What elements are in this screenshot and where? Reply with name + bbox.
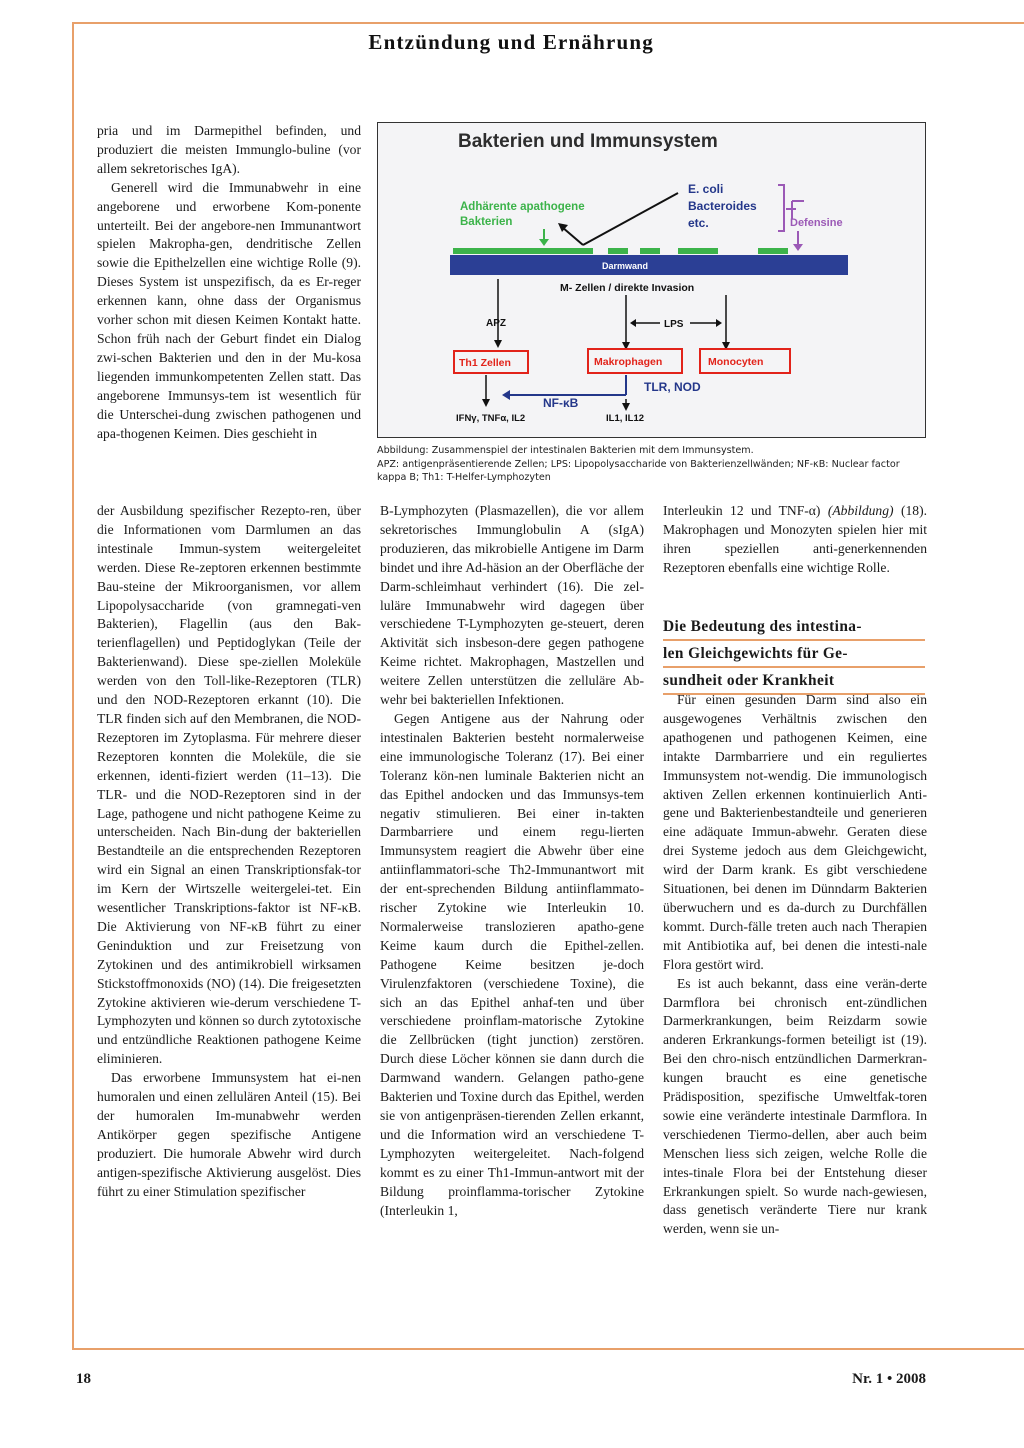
paragraph: Das erworbene Immunsystem hat ei-nen humoralen und einen zellulären Anteil (15). Bei der humoralen Im-munabwehr werden Antikörper gegen spezifische Antigene produziert. Die humorale Abwehr wird durch antigen-spezifische Aktivierung ausgelöst. Dies führt zu einer Stimulation spezifischer — [97, 1070, 361, 1199]
arrowhead — [482, 399, 490, 407]
paragraph: Es ist auch bekannt, dass eine verän-derte Darmflora bei chronisch ent-zündlichen Darmerkrankungen, beim Reizdarm sowie anderen Erkrankungs-formen beteiligt ist (19). Bei den chro-nisch entzündlichen Darmerkran-kungen braucht es eine genetische Prädisposition, spezifische Umweltfak-toren sowie eine veränderte intestinale Darmflora. In verschiedenen Tiermo-dellen, aber auch beim Menschen liess sich zeigen, welche Rolle die intes-tinale Flora bei der Entstehung dieser Erkrankungen spielt. So wurde nach-gewiesen, dass genetisch veränderte Tiere nur krank werden, wenn sie un- — [663, 975, 927, 1237]
label-adherent: Adhärente apathogene — [460, 201, 585, 213]
label-monocyten: Monocyten — [708, 356, 764, 368]
arrow-ecoli-tail — [562, 227, 583, 245]
green-arrowhead — [539, 239, 549, 246]
paragraph-text: (18). Makrophagen und Monozyten spielen hier mit ihren speziellen anti-generkennenden Rezeptoren ebenfalls eine wichtige Rolle. — [663, 503, 927, 575]
paragraph: der Ausbildung spezifischer Rezepto-ren, über die Informationen vom Darmlumen an das intestinale Immun-system weitergeleitet werden. Diese Re-zeptoren erkennen bestimmte Bau-steine der Mikroorganismen, vor allem Lipopolysaccharide (von gramnegati-ven Bakterien), Flagellin (aus den Bak-terienflagellen) und Peptidoglykan (Teile der Bakterienwand). Diese spe-ziellen Moleküle werden von den Toll-like-Rezeptoren (TLR) und den NOD-Rezeptoren erkannt (10). Die TLR finden sich auf den Membranen, die NOD-Rezeptoren im Zytoplasma. Für mehrere dieser Rezeptoren konnten die Moleküle, die sie erkennen, identi-fiziert werden (11–13). Die TLR- und die NOD-Rezeptoren sind in der Lage, pathogene und nicht pathogene Keime zu unterscheiden. Nach Bin-dung der bakteriellen Bestandteile an die entsprechenden Rezeptoren wird ein Signal an einen Transkriptionsfak-tor im Kern der Wirtszelle weitergelei-tet. Ein wesentlicher Transkriptions-faktor ist NF-κB. Die Aktivierung von NF-κB führt zu einer Geninduktion und zur Freisetzung von Zytokinen und des antimikrobiell wirksamen Stickstoffmonoxids (NO) (14). Die freigesetzten Zytokine aktivieren wie-derum verschiedene T-Lymphozyten und können so durch zytotoxische und entzündliche Reaktionen pathogene Keime eliminieren. — [97, 503, 361, 1067]
figure-reference: (Abbildung) — [827, 503, 894, 518]
defensine-bracket — [778, 185, 784, 231]
page-number: 18 — [76, 1371, 91, 1387]
arrowhead — [622, 403, 630, 411]
darmwand-bar — [450, 255, 848, 275]
label-apz: APZ — [486, 318, 506, 329]
paragraph: B-Lymphozyten (Plasmazellen), die vor allem sekretorisches Immunglobulin A (sIgA) produzieren, das mikrobielle Antigene im Darm bindet und ihre Ad-häsion an der Oberfläche der Darm-schleimhaut verhindert (16). Die zel-luläre Immunabwehr wird dagegen über verschiedene T-Lymphozyten ge-steuert, deren Aktivität sich insbeson-dere gegen pathogene Keime richtet. Makrophagen, Mastzellen und weitere Zellen unterstützen die zelluläre Ab-wehr bei bakteriellen Infektionen. — [380, 503, 644, 708]
section-heading — [663, 614, 925, 695]
arrowhead — [494, 340, 502, 348]
arrowhead — [630, 319, 636, 327]
figure-bakterien-immunsystem — [377, 122, 926, 438]
diagram — [378, 123, 925, 437]
caption-line: Abbildung: Zusammenspiel der intestinalen Bakterien mit dem Immunsystem. — [377, 445, 754, 456]
label-tlr-nod: TLR, NOD — [644, 380, 701, 394]
issue-label: Nr. 1 • 2008 — [852, 1371, 926, 1387]
label-ecoli: E. coli — [688, 182, 724, 196]
label-ifn: IFNγ, TNFα, IL2 — [456, 413, 526, 424]
paragraph — [663, 502, 927, 578]
running-head: Entzündung und Ernährung — [368, 30, 654, 54]
paragraph-text: Interleukin 12 und TNF-α) — [663, 503, 828, 518]
heading-line: sundheit oder Krankheit — [663, 668, 925, 695]
bacteria-bar — [758, 248, 788, 254]
figure-caption — [377, 444, 929, 485]
bacteria-bar — [453, 248, 593, 254]
label-il: IL1, IL12 — [606, 413, 645, 424]
defensine-arrowhead — [793, 244, 803, 251]
caption-line: APZ: antigenpräsentierende Zellen; LPS: Lipopolysaccharide von Bakterienzellwänden; NF-κB: Nuclear factor kappa B; Th1: T-Helfer-Lymphozyten — [377, 458, 900, 484]
arrowhead — [716, 319, 722, 327]
label-defensine: Defensine — [790, 217, 843, 229]
label-th1: Th1 Zellen — [459, 357, 511, 369]
arrow-ecoli — [583, 193, 678, 245]
label-bakterien: Bakterien — [460, 216, 513, 228]
column-1-top — [97, 122, 361, 443]
label-nfkb: NF-κB — [543, 396, 579, 410]
label-lps: LPS — [664, 319, 684, 330]
column-1-bottom — [97, 502, 361, 1202]
label-etc: etc. — [688, 216, 709, 230]
heading-line: len Gleichgewichts für Ge- — [663, 641, 925, 668]
figure-title: Bakterien und Immunsystem — [458, 131, 718, 152]
paragraph: Gegen Antigene aus der Nahrung oder intestinalen Bakterien besteht normalerweise eine immunologische Toleranz (17). Bei einer Toleranz kön-nen luminale Bakterien nicht an das Epithel andocken und das Immunsys-tem negativ stimulieren. Bei einer in-takten Darmbarriere und einem regu-lierten Immunsystem reagiert die Abwehr über eine antiinflammatori-sche Th2-Immunantwort mit der ent-sprechenden Bildung antiinflammato-rischer Zytokine wie Interleukin 10. Normalerweise translozieren apatho-gene Keime kaum durch die Epithel-zellen. Pathogene Keime besitzen je-doch Virulenzfaktoren (verschiedene Toxine), die sich an das Epithel anhaf-ten und über verschiedene proinflam-matorische Zytokine die Zellbrücken (tight junction) zerstören. Durch diese Löcher können sie dann durch die Darmwand wandern. Gelangen patho-gene Bakterien und Toxine durch das Epithel, werden sie von antigenpräsen-tierenden Zellen erkannt, und die Information wird an verschiedene T-Lymphozyten weitergeleitet. Nach-folgend kommt es zu einer Th1-Immun-antwort mit der Bildung proinflamma-torischer Zytokine (Interleukin 1, — [380, 710, 644, 1218]
paragraph: Für einen gesunden Darm sind also ein ausgewogenes Verhältnis zwischen den apathogenen und pathogenen Keimen, eine intakte Darmbarriere und ein reguliertes Immunsystem not-wendig. Die immunologisch aktiven Zellen erkennen kontinuierlich Anti-gene und Bakterienbestandteile und generieren eine adäquate Immun-abwehr. Geraten diese drei Systeme jedoch aus dem Gleichgewicht, wird der Darm krank. Es gibt verschiedene Situationen, bei denen im Dünndarm Bakterien überwuchern und es da-durch zu Durchfällen kommt. Durch-fälle treten auch nach Therapien mit Antibiotika auf, bei denen die intesti-nale Flora gestört wird. — [663, 692, 927, 972]
paragraph: pria und im Darmepithel befinden, und produziert die meisten Immunglo-buline (vor allem sekretorisches IgA). — [97, 123, 361, 176]
bacteria-bar — [678, 248, 718, 254]
bacteria-bar — [608, 248, 628, 254]
label-bacteroides: Bacteroides — [688, 199, 757, 213]
heading-line: Die Bedeutung des intestina- — [663, 614, 925, 641]
bacteria-bar — [640, 248, 660, 254]
label-mzellen: M- Zellen / direkte Invasion — [560, 282, 695, 294]
arrowhead — [502, 390, 510, 400]
column-3-top — [663, 502, 927, 578]
column-3-bottom — [663, 691, 927, 1239]
label-darmwand: Darmwand — [602, 261, 649, 271]
label-makrophagen: Makrophagen — [594, 356, 663, 368]
column-2 — [380, 502, 644, 1220]
paragraph: Generell wird die Immunabwehr in eine angeborene und erworbene Kom-ponente unterteilt. Bei der angebore-nen Immunantwort spielen Makropha-gen, dendritische Zellen sowie die Epithelzellen eine wichtige Rolle (9). Dieses System ist unspezifisch, da es Er-reger erkennen kann, ohne dass der Organismus vorher schon mit diesen Keimen Kontakt hatte. Schon früh nach der Geburt findet ein Dialog zwi-schen Bakterien und den in der Mu-kosa liegenden immunkompetenten Zellen statt. Das angeborene Immunsys-tem ist wesentlich für die Unterschei-dung zwischen pathogenen und apa-thogenen Keimen. Dies geschieht in — [97, 179, 361, 441]
